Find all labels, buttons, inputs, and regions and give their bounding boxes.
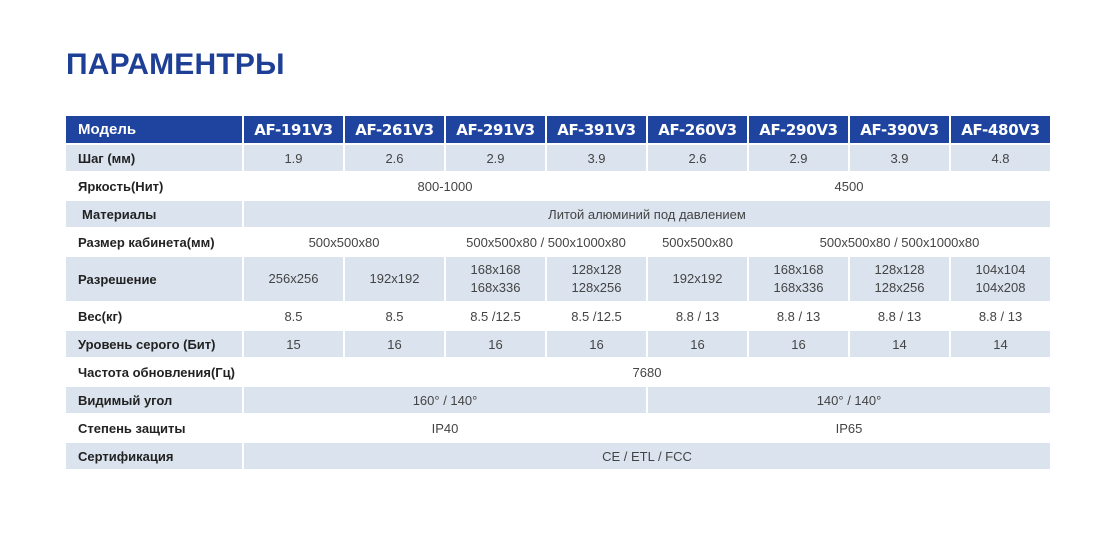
table-cell: 2.9 — [749, 145, 848, 171]
resolution-row — [66, 257, 1050, 301]
table-cell — [850, 257, 949, 301]
table-cell: Литой алюминий под давлением — [244, 201, 1050, 227]
model-header: AF-391V3 — [547, 116, 646, 143]
table-cell: 500x500x80 / 500x1000x80 — [749, 229, 1050, 255]
cell-line: 168x168 — [470, 262, 521, 277]
table-cell: 16 — [446, 331, 545, 357]
table-cell — [345, 257, 444, 301]
row-label: Степень защиты — [66, 415, 242, 441]
table-cell: 16 — [648, 331, 747, 357]
table-cell: 1.9 — [244, 145, 343, 171]
row-label: Сертификация — [66, 443, 242, 469]
table-cell: 16 — [345, 331, 444, 357]
cell-line: 128x256 — [571, 280, 622, 295]
cell-line: 104x208 — [975, 280, 1026, 295]
angle-row — [66, 387, 1050, 413]
model-header: AF-191V3 — [244, 116, 343, 143]
cell-line: 168x336 — [470, 280, 521, 295]
table-cell: 500x500x80 / 500x1000x80 — [446, 229, 646, 255]
row-label: Видимый угол — [66, 387, 242, 413]
header-label: Модель — [66, 116, 242, 143]
weight-row — [66, 303, 1050, 329]
header-row — [66, 116, 1050, 143]
cell-line: 128x256 — [874, 280, 925, 295]
material-row — [66, 201, 1050, 227]
table-cell — [547, 257, 646, 301]
cell-line: 192x192 — [369, 271, 420, 286]
certification-row — [66, 443, 1050, 469]
table-cell: 14 — [951, 331, 1050, 357]
table-cell — [244, 257, 343, 301]
model-header: AF-261V3 — [345, 116, 444, 143]
table-cell: 7680 — [244, 359, 1050, 385]
row-label: Уровень серого (Бит) — [66, 331, 242, 357]
row-label: Материалы — [66, 201, 242, 227]
table-cell: 4500 — [648, 173, 1050, 199]
row-label: Яркость(Нит) — [66, 173, 242, 199]
table-cell: 8.8 / 13 — [951, 303, 1050, 329]
table-cell: IP65 — [648, 415, 1050, 441]
table-cell: 160° / 140° — [244, 387, 646, 413]
grayscale-row — [66, 331, 1050, 357]
table-cell: 500x500x80 — [648, 229, 747, 255]
table-cell — [648, 257, 747, 301]
table-cell — [951, 257, 1050, 301]
table-cell: 140° / 140° — [648, 387, 1050, 413]
model-header: AF-290V3 — [749, 116, 848, 143]
model-header: AF-480V3 — [951, 116, 1050, 143]
table-cell: 8.8 / 13 — [749, 303, 848, 329]
table-cell: 16 — [749, 331, 848, 357]
table-cell: 500x500x80 — [244, 229, 444, 255]
table-cell: 2.9 — [446, 145, 545, 171]
table-cell: 8.8 / 13 — [648, 303, 747, 329]
table-cell: CE / ETL / FCC — [244, 443, 1050, 469]
table-cell: 15 — [244, 331, 343, 357]
row-label: Разрешение — [66, 257, 242, 301]
model-header: AF-291V3 — [446, 116, 545, 143]
table-cell: 800-1000 — [244, 173, 646, 199]
table-cell: 8.5 /12.5 — [547, 303, 646, 329]
page-title: ПАРАМЕНТРЫ — [66, 48, 285, 81]
cell-line: 168x168 — [773, 262, 824, 277]
table-cell: 4.8 — [951, 145, 1050, 171]
cell-line: 168x336 — [773, 280, 824, 295]
table-cell: 2.6 — [345, 145, 444, 171]
cell-line: 192x192 — [672, 271, 723, 286]
specs-table — [64, 114, 1052, 471]
table-cell: 8.5 — [345, 303, 444, 329]
brightness-row — [66, 173, 1050, 199]
refresh-row — [66, 359, 1050, 385]
table-cell: 3.9 — [547, 145, 646, 171]
cell-line: 128x128 — [571, 262, 622, 277]
cell-line: 256x256 — [268, 271, 319, 286]
row-label: Шаг (мм) — [66, 145, 242, 171]
table-cell: IP40 — [244, 415, 646, 441]
table-cell: 3.9 — [850, 145, 949, 171]
model-header: AF-260V3 — [648, 116, 747, 143]
protection-row — [66, 415, 1050, 441]
table-cell: 2.6 — [648, 145, 747, 171]
cabinet-row — [66, 229, 1050, 255]
table-cell — [446, 257, 545, 301]
cell-line: 104x104 — [975, 262, 1026, 277]
table-cell — [749, 257, 848, 301]
table-cell: 14 — [850, 331, 949, 357]
row-label: Вес(кг) — [66, 303, 242, 329]
table-cell: 8.5 /12.5 — [446, 303, 545, 329]
table-cell: 8.8 / 13 — [850, 303, 949, 329]
row-label: Частота обновления(Гц) — [66, 359, 242, 385]
row-label: Размер кабинета(мм) — [66, 229, 242, 255]
pitch-row — [66, 145, 1050, 171]
table-cell: 8.5 — [244, 303, 343, 329]
model-header: AF-390V3 — [850, 116, 949, 143]
table-cell: 16 — [547, 331, 646, 357]
cell-line: 128x128 — [874, 262, 925, 277]
